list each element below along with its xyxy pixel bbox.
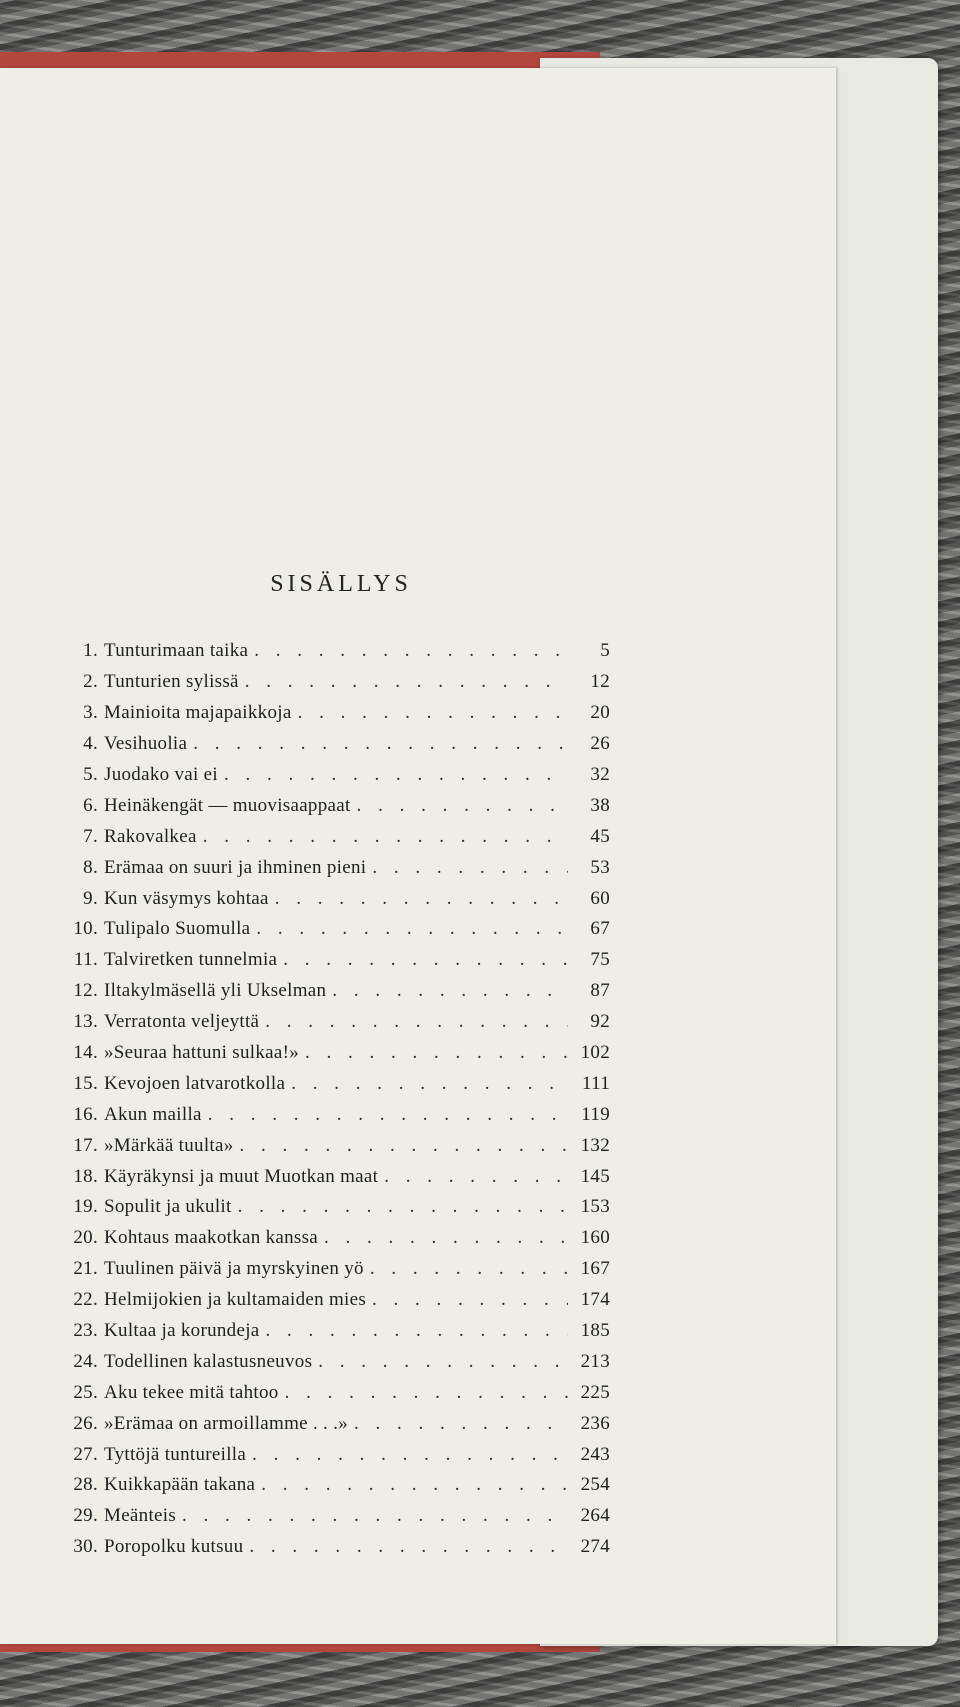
entry-number: 23. [73, 1320, 98, 1342]
entry-title: Erämaa on suuri ja ihminen pieni [104, 856, 367, 878]
entry-title: Kultaa ja korundeja [104, 1320, 260, 1342]
entry-title: Talviretken tunnelmia [104, 949, 278, 971]
toc-entry [58, 945, 610, 976]
entry-title: »Erämaa on armoillamme . . .» [104, 1412, 349, 1434]
toc-entry [58, 1223, 610, 1254]
entry-number: 6. [83, 794, 98, 816]
entry-page-number: 60 [590, 887, 610, 909]
toc-entry [58, 1161, 610, 1192]
entry-page-number: 145 [580, 1165, 610, 1187]
entry-page-number: 153 [580, 1196, 610, 1218]
entry-page-number: 167 [580, 1258, 610, 1280]
entry-number: 9. [83, 887, 98, 909]
entry-number: 4. [83, 733, 98, 755]
dot-leader [176, 1505, 568, 1527]
entry-title: Tunturimaan taika [104, 640, 249, 662]
toc-entry [58, 1501, 610, 1532]
entry-number: 25. [73, 1381, 98, 1403]
entry-number: 19. [73, 1196, 98, 1218]
toc-entry [58, 852, 610, 883]
entry-page-number: 92 [590, 1011, 610, 1033]
entry-title: Juodako vai ei [104, 764, 218, 785]
entry-title: Tyttöjä tuntureilla [104, 1443, 247, 1465]
dot-leader [255, 1474, 568, 1496]
dot-leader [348, 1413, 568, 1435]
entry-page-number: 185 [580, 1320, 610, 1342]
dot-leader [259, 1011, 568, 1033]
entry-title: Käyräkynsi ja muut Muotkan maat [104, 1165, 379, 1187]
entry-number: 16. [73, 1103, 98, 1125]
entry-number: 29. [73, 1505, 98, 1527]
entry-title: »Märkää tuulta» [104, 1134, 234, 1156]
book-page [0, 68, 836, 1644]
dot-leader [366, 857, 568, 879]
toc-entry [58, 1377, 610, 1408]
entry-number: 24. [73, 1350, 98, 1372]
entry-page-number: 26 [590, 733, 610, 755]
toc-entry [58, 1346, 610, 1377]
dot-leader [312, 1351, 568, 1373]
entry-title: Heinäkengät — muovisaappaat [104, 794, 351, 816]
entry-page-number: 274 [580, 1536, 610, 1558]
dot-leader [292, 702, 568, 724]
dot-leader [285, 1073, 568, 1095]
entry-page-number: 53 [590, 856, 610, 878]
entry-title: Poropolku kutsuu [104, 1536, 244, 1558]
dot-leader [378, 1166, 568, 1188]
toc-entry [58, 1038, 610, 1069]
toc-entry [58, 1130, 610, 1161]
entry-title: Kevojoen latvarotkolla [104, 1072, 286, 1094]
toc-entry [58, 914, 610, 945]
entry-title: Mainioita majapaikkoja [104, 702, 292, 724]
dot-leader [187, 733, 568, 755]
toc-entry [58, 1285, 610, 1316]
entry-page-number: 5 [600, 640, 610, 662]
entry-number: 26. [73, 1412, 98, 1434]
toc-entry [58, 636, 610, 667]
entry-page-number: 132 [580, 1134, 610, 1156]
entry-number: 20. [73, 1227, 98, 1249]
dot-leader [239, 671, 568, 693]
toc-entry [58, 1254, 610, 1285]
entry-title: Akun mailla [104, 1103, 202, 1125]
entry-page-number: 254 [580, 1474, 610, 1496]
dot-leader [232, 1196, 568, 1218]
entry-number: 3. [83, 702, 98, 724]
entry-title: Tunturien sylissä [104, 671, 239, 693]
entry-page-number: 67 [590, 918, 610, 940]
entry-number: 27. [73, 1443, 98, 1465]
dot-leader [218, 764, 568, 786]
entry-number: 15. [73, 1072, 98, 1094]
toc-entry [58, 1439, 610, 1470]
dot-leader [326, 980, 568, 1002]
dot-leader [260, 1320, 568, 1342]
entry-page-number: 236 [580, 1412, 610, 1434]
entry-number: 13. [73, 1011, 98, 1033]
toc-entry [58, 1408, 610, 1439]
toc-entry [58, 790, 610, 821]
entry-title: Tuulinen päivä ja myrskyinen yö [104, 1258, 364, 1280]
entry-number: 30. [73, 1536, 98, 1558]
dot-leader [269, 888, 568, 910]
dot-leader [277, 949, 568, 971]
toc-entry [58, 1470, 610, 1501]
entry-title: Kohtaus maakotkan kanssa [104, 1227, 319, 1249]
dot-leader [279, 1382, 568, 1404]
entry-number: 8. [83, 856, 98, 878]
dot-leader [299, 1042, 568, 1064]
entry-title: Kun väsymys kohtaa [104, 887, 269, 909]
entry-title: Helmijokien ja kultamaiden mies [104, 1289, 367, 1311]
dot-leader [351, 795, 568, 817]
entry-title: Iltakylmäsellä yli Ukselman [104, 980, 327, 1002]
entry-page-number: 119 [581, 1103, 610, 1125]
entry-title: Sopulit ja ukulit [104, 1196, 232, 1218]
dot-leader [197, 826, 568, 848]
entry-title: Aku tekee mitä tahtoo [104, 1381, 279, 1403]
entry-number: 7. [83, 825, 98, 847]
entry-title: Rakovalkea [104, 825, 197, 847]
toc-entry [58, 760, 610, 791]
entry-number: 17. [73, 1134, 98, 1156]
entry-number: 18. [73, 1165, 98, 1187]
toc-entry [58, 1192, 610, 1223]
page-title: SISÄLLYS [270, 571, 412, 597]
table-of-contents [58, 636, 610, 1563]
entry-number: 10. [73, 918, 98, 940]
entry-number: 22. [73, 1289, 98, 1311]
dot-leader [234, 1135, 568, 1157]
entry-number: 1. [83, 640, 98, 662]
toc-entry [58, 667, 610, 698]
entry-title: Meänteis [104, 1505, 177, 1527]
entry-page-number: 75 [590, 949, 610, 971]
dot-leader [248, 640, 568, 662]
entry-page-number: 111 [582, 1072, 610, 1094]
entry-page-number: 32 [590, 764, 610, 785]
toc-entry [58, 1007, 610, 1038]
entry-number: 14. [73, 1042, 98, 1064]
toc-entry [58, 1099, 610, 1130]
toc-entry [58, 1532, 610, 1563]
dot-leader [318, 1227, 568, 1249]
entry-page-number: 160 [580, 1227, 610, 1249]
entry-page-number: 225 [580, 1381, 610, 1403]
entry-page-number: 174 [580, 1289, 610, 1311]
entry-number: 5. [83, 764, 98, 785]
dot-leader [202, 1104, 568, 1126]
toc-entry [58, 729, 610, 760]
toc-entry [58, 698, 610, 729]
entry-page-number: 264 [580, 1505, 610, 1527]
entry-title: Kuikkapään takana [104, 1474, 256, 1496]
dot-leader [364, 1258, 568, 1280]
dot-leader [366, 1289, 568, 1311]
entry-title: Verratonta veljeyttä [104, 1011, 260, 1033]
entry-number: 2. [83, 671, 98, 693]
toc-entry [58, 976, 610, 1007]
entry-number: 11. [74, 949, 98, 971]
dot-leader [246, 1444, 568, 1466]
entry-number: 21. [73, 1258, 98, 1280]
entry-page-number: 20 [590, 702, 610, 724]
dot-leader [250, 918, 568, 940]
toc-entry [58, 1316, 610, 1347]
entry-number: 12. [73, 980, 98, 1002]
entry-title: Vesihuolia [104, 733, 188, 755]
dot-leader [243, 1536, 568, 1558]
entry-page-number: 102 [580, 1042, 610, 1064]
entry-title: Tulipalo Suomulla [104, 918, 251, 940]
entry-page-number: 12 [590, 671, 610, 693]
toc-entry [58, 883, 610, 914]
toc-entry [58, 1068, 610, 1099]
entry-page-number: 38 [590, 794, 610, 816]
entry-page-number: 213 [580, 1350, 610, 1372]
entry-number: 28. [73, 1474, 98, 1496]
entry-page-number: 87 [590, 980, 610, 1002]
entry-title: »Seuraa hattuni sulkaa!» [104, 1042, 300, 1064]
entry-page-number: 243 [580, 1443, 610, 1465]
entry-title: Todellinen kalastusneuvos [104, 1350, 313, 1372]
toc-entry [58, 821, 610, 852]
entry-page-number: 45 [590, 825, 610, 847]
